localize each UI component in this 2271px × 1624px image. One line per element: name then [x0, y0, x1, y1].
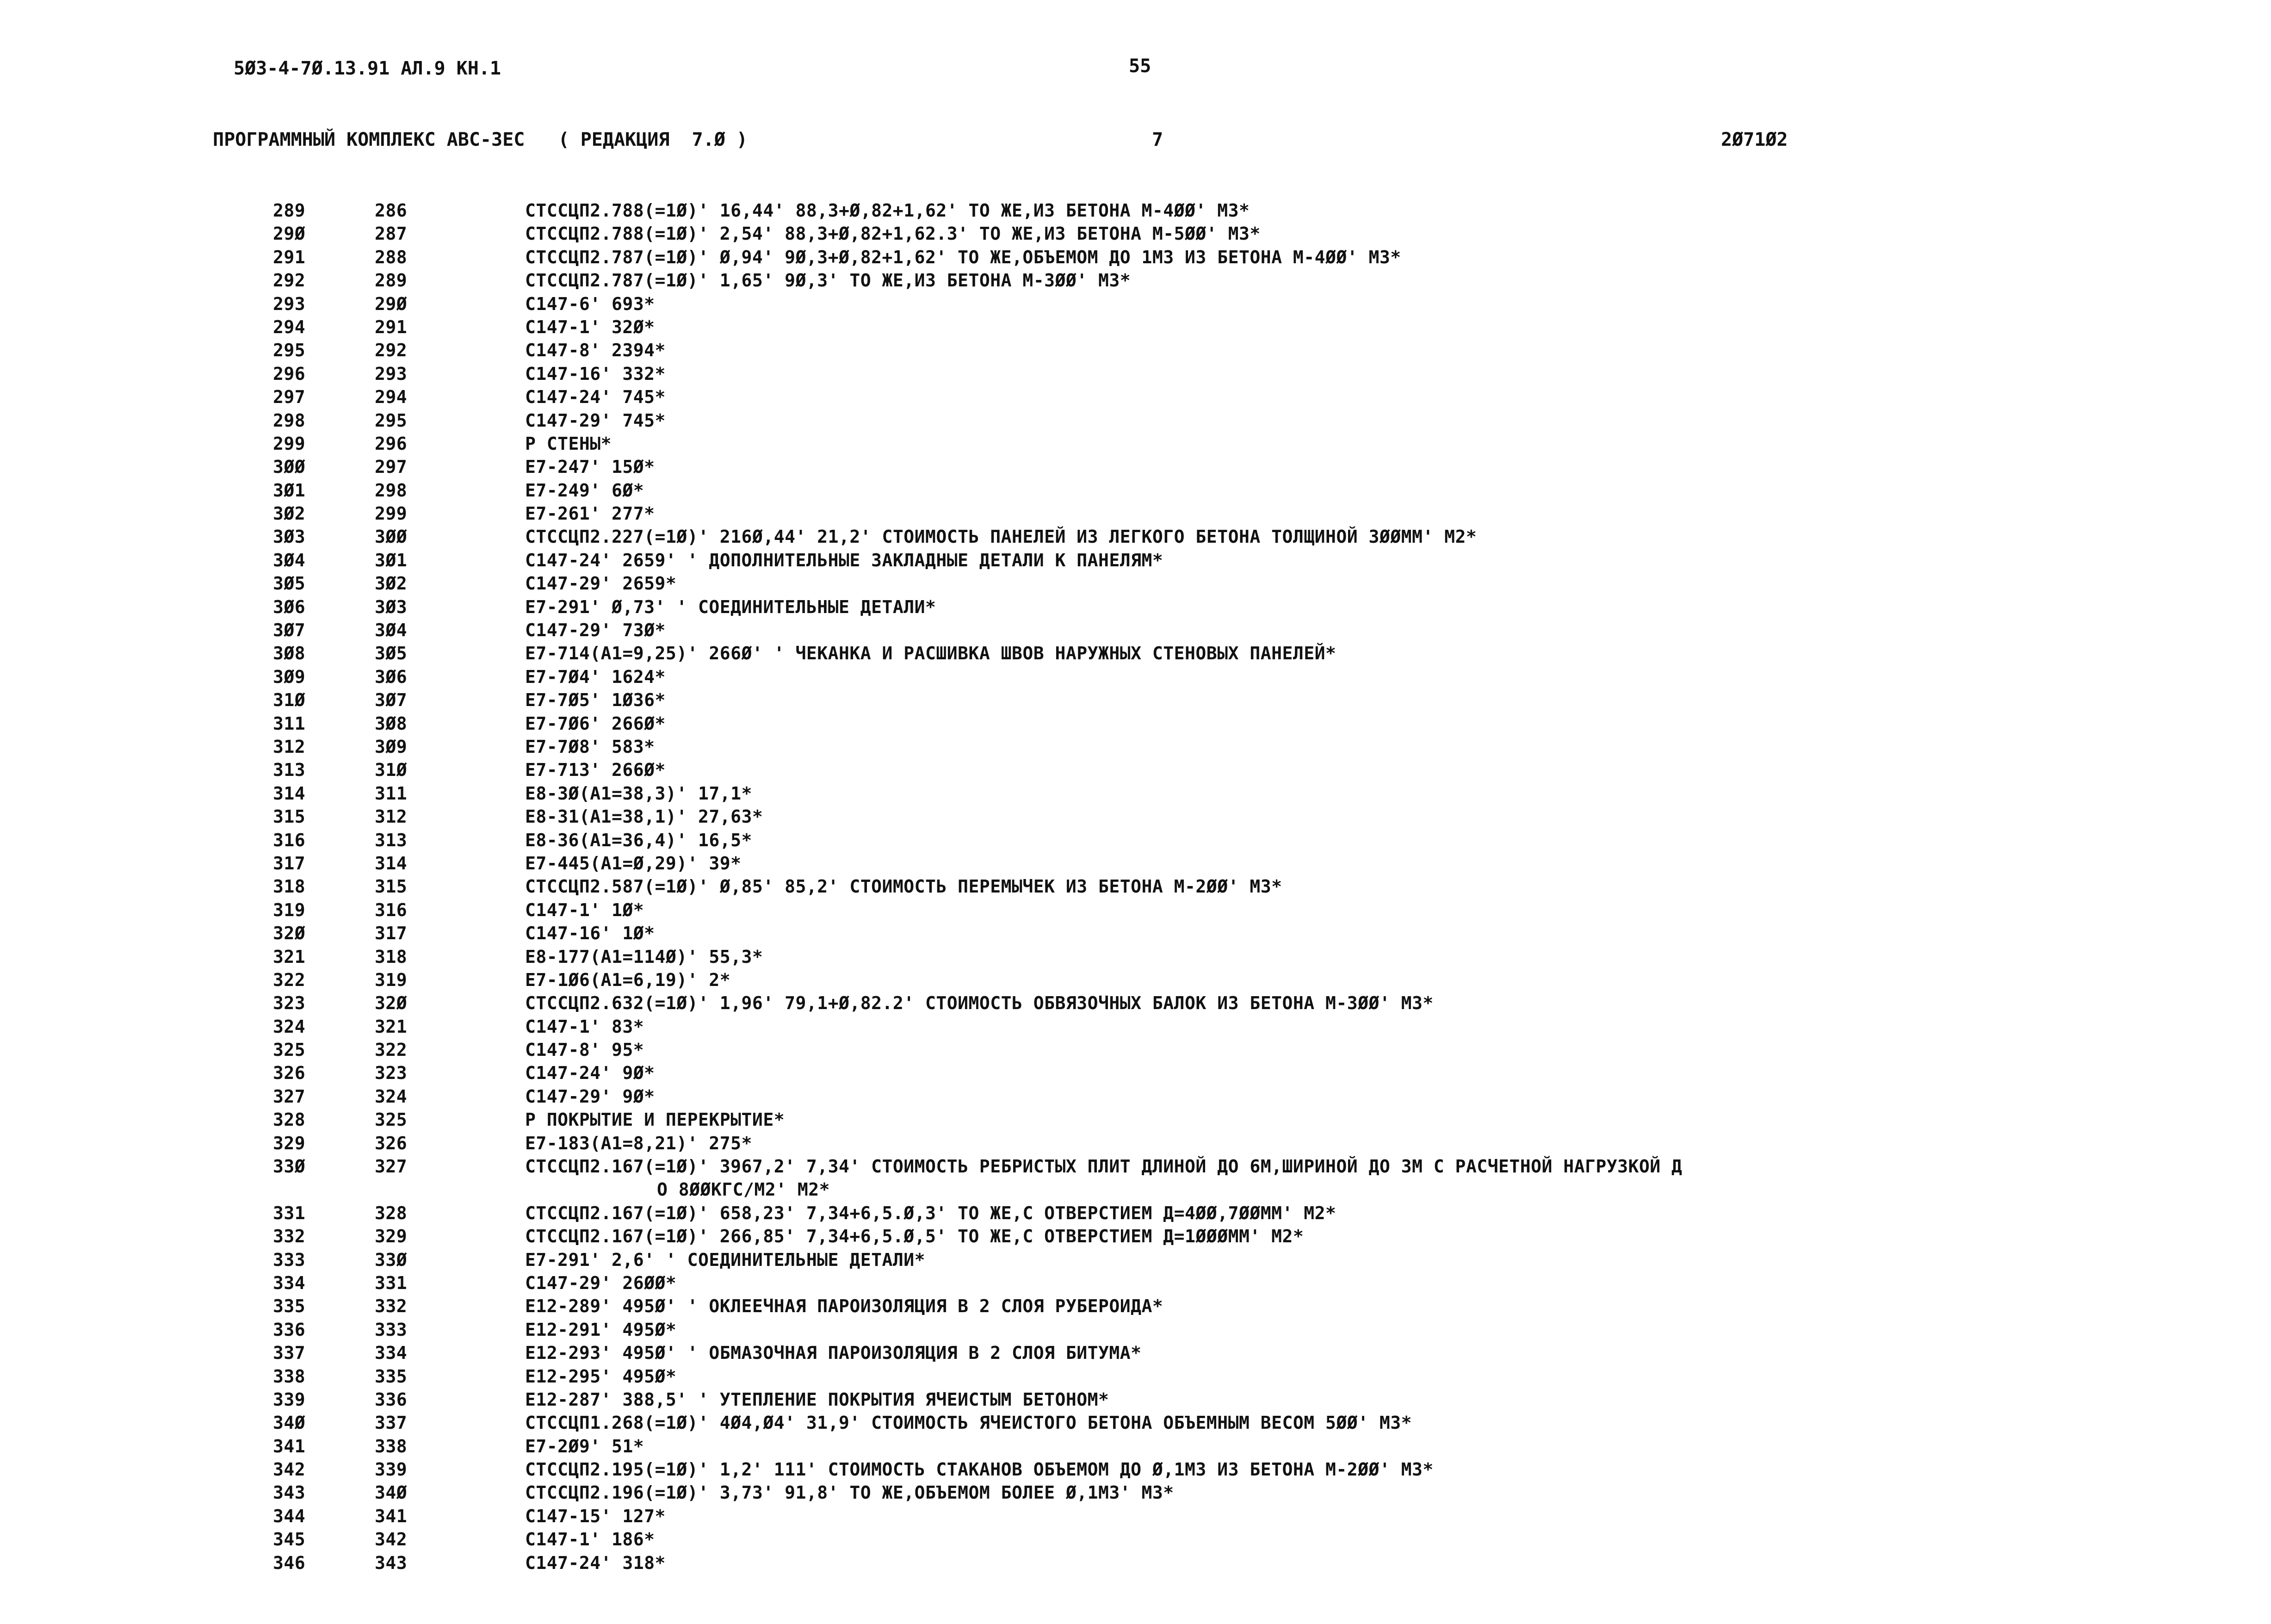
item-text: Е8-36(А1=36,4)' 16,5*: [525, 830, 752, 850]
listing-row: [0, 712, 2271, 735]
item-text: Е8-177(А1=114Ø)' 55,3*: [525, 946, 763, 967]
listing-row: [0, 1038, 2271, 1061]
listing-row: [0, 968, 2271, 992]
listing-row: [0, 222, 2271, 245]
item-number: 334: [375, 1343, 408, 1364]
listing-row: [0, 1132, 2271, 1155]
listing-row: [0, 269, 2271, 292]
line-number: 3Ø7: [273, 620, 306, 641]
item-text: С147-6' 693*: [525, 293, 655, 314]
line-number: 3Ø3: [273, 527, 306, 547]
listing-row: [0, 292, 2271, 316]
item-number: 315: [375, 876, 408, 897]
item-number: 338: [375, 1436, 408, 1457]
line-number: 3Ø4: [273, 550, 306, 570]
line-number: 336: [273, 1319, 306, 1340]
item-text: Е7-7Ø4' 1624*: [525, 666, 666, 687]
listing-row: [0, 502, 2271, 525]
item-text: Е7-291' Ø,73' ' СОЕДИНИТЕЛЬНЫЕ ДЕТАЛИ*: [525, 596, 936, 617]
listing-row: [0, 595, 2271, 619]
listing-row: [0, 1341, 2271, 1364]
line-number: 292: [273, 270, 306, 291]
line-number: 318: [273, 876, 306, 897]
line-number: 312: [273, 736, 306, 757]
listing-row: [0, 572, 2271, 595]
line-number: 3Ø1: [273, 480, 306, 501]
item-text: Е8-3Ø(А1=38,3)' 17,1*: [525, 783, 752, 804]
item-text: С147-24' 9Ø*: [525, 1063, 655, 1084]
listing-row: [0, 1085, 2271, 1108]
item-number: 3Ø7: [375, 690, 408, 711]
line-number: 295: [273, 340, 306, 361]
line-number: 3Ø5: [273, 573, 306, 594]
listing-row: [0, 199, 2271, 222]
item-text: СТССЦП2.167(=1Ø)' 658,23' 7,34+6,5.Ø,3' ТО ЖЕ,С ОТВЕРСТИЕМ Д=4ØØ,7ØØММ' М2*: [525, 1203, 1337, 1223]
line-number: 296: [273, 363, 306, 384]
item-text: СТССЦП2.632(=1Ø)' 1,96' 79,1+Ø,82.2' СТОИМОСТЬ ОБВЯЗОЧНЫХ БАЛОК ИЗ БЕТОНА М-3ØØ' М3*: [525, 993, 1434, 1014]
item-text: СТССЦП2.787(=1Ø)' 1,65' 9Ø,3' ТО ЖЕ,ИЗ БЕТОНА М-3ØØ' М3*: [525, 270, 1131, 291]
item-text: СТССЦП1.268(=1Ø)' 4Ø4,Ø4' 31,9' СТОИМОСТЬ ЯЧЕИСТОГО БЕТОНА ОБЪЕМНЫМ ВЕСОМ 5ØØ' М3*: [525, 1413, 1412, 1433]
item-number: 332: [375, 1296, 408, 1317]
line-number: 329: [273, 1133, 306, 1153]
item-number: 336: [375, 1389, 408, 1410]
listing-row: [0, 525, 2271, 548]
listing-row: [0, 829, 2271, 852]
listing-row: [0, 735, 2271, 758]
item-text: Е12-289' 495Ø' ' ОКЛЕЕЧНАЯ ПАРОИЗОЛЯЦИЯ В 2 СЛОЯ РУБЕРОИДА*: [525, 1296, 1163, 1317]
item-number: 316: [375, 899, 408, 920]
line-number: 342: [273, 1459, 306, 1480]
listing-row: [0, 1108, 2271, 1131]
listing-row: [0, 316, 2271, 339]
line-number: 345: [273, 1529, 306, 1550]
item-text: Е12-293' 495Ø' ' ОБМАЗОЧНАЯ ПАРОИЗОЛЯЦИЯ В 2 СЛОЯ БИТУМА*: [525, 1343, 1142, 1364]
line-number: 344: [273, 1506, 306, 1526]
listing-row: [0, 642, 2271, 665]
item-number: 29Ø: [375, 293, 408, 314]
item-text: СТССЦП2.788(=1Ø)' 2,54' 88,3+Ø,82+1,62.3' ТО ЖЕ,ИЗ БЕТОНА М-5ØØ' М3*: [525, 223, 1261, 244]
item-number: 322: [375, 1040, 408, 1060]
listing-row: [0, 852, 2271, 875]
line-number: 321: [273, 946, 306, 967]
line-number: 337: [273, 1343, 306, 1364]
item-text: Е7-714(А1=9,25)' 266Ø' ' ЧЕКАНКА И РАСШИВКА ШВОВ НАРУЖНЫХ СТЕНОВЫХ ПАНЕЛЕЙ*: [525, 643, 1337, 664]
item-text: Р СТЕНЫ*: [525, 433, 612, 454]
line-number: 333: [273, 1249, 306, 1270]
item-number: 3Ø4: [375, 620, 408, 641]
listing-row: [0, 1295, 2271, 1318]
item-number: 3Ø6: [375, 666, 408, 687]
line-number: 322: [273, 969, 306, 990]
page-number: 55: [1129, 56, 1151, 77]
item-number: 324: [375, 1086, 408, 1107]
item-text: СТССЦП2.196(=1Ø)' 3,73' 91,8' ТО ЖЕ,ОБЪЕМОМ БОЛЕЕ Ø,1М3' М3*: [525, 1482, 1174, 1503]
listing-row: [0, 1481, 2271, 1504]
item-number: 311: [375, 783, 408, 804]
item-text: СТССЦП2.167(=1Ø)' 266,85' 7,34+6,5.Ø,5' ТО ЖЕ,С ОТВЕРСТИЕМ Д=1ØØØММ' М2*: [525, 1226, 1304, 1247]
line-number: 346: [273, 1552, 306, 1573]
item-text: Е7-249' 6Ø*: [525, 480, 644, 501]
listing-row: [0, 1271, 2271, 1295]
listing-row: [0, 549, 2271, 572]
item-text: С147-1' 186*: [525, 1529, 655, 1550]
listing-row: [0, 1388, 2271, 1411]
item-number: 31Ø: [375, 760, 408, 781]
listing-row: [0, 1061, 2271, 1085]
line-number: 325: [273, 1040, 306, 1060]
item-number: 3Ø8: [375, 713, 408, 734]
item-text: С147-16' 1Ø*: [525, 923, 655, 944]
item-text: С147-29' 26ØØ*: [525, 1272, 677, 1293]
listing-row: [0, 1505, 2271, 1528]
item-text: С147-1' 32Ø*: [525, 316, 655, 337]
item-text: Е12-291' 495Ø*: [525, 1319, 677, 1340]
listing-row: [0, 1365, 2271, 1388]
item-number: 323: [375, 1063, 408, 1084]
item-number: 3Ø1: [375, 550, 408, 570]
item-number: 295: [375, 410, 408, 431]
line-number: 32Ø: [273, 923, 306, 944]
item-text: С147-24' 318*: [525, 1552, 666, 1573]
item-text: Е7-7Ø8' 583*: [525, 736, 655, 757]
item-number: 326: [375, 1133, 408, 1153]
item-number: 342: [375, 1529, 408, 1550]
listing-row: [0, 1411, 2271, 1434]
item-number: 313: [375, 830, 408, 850]
listing-row: [0, 922, 2271, 945]
line-number: 338: [273, 1366, 306, 1387]
listing-row: [0, 409, 2271, 432]
line-number: 339: [273, 1389, 306, 1410]
item-number: 289: [375, 270, 408, 291]
item-text: СТССЦП2.227(=1Ø)' 216Ø,44' 21,2' СТОИМОСТЬ ПАНЕЛЕЙ ИЗ ЛЕГКОГО БЕТОНА ТОЛЩИНОЙ 3ØØММ' М2*: [525, 527, 1477, 547]
item-number: 291: [375, 316, 408, 337]
item-number: 319: [375, 969, 408, 990]
line-number: 3Ø9: [273, 666, 306, 687]
listing-row: [0, 1225, 2271, 1248]
item-number: 314: [375, 853, 408, 874]
line-number: 317: [273, 853, 306, 874]
listing-row: [0, 385, 2271, 409]
line-number: 326: [273, 1063, 306, 1084]
item-number: 299: [375, 503, 408, 524]
line-number: 316: [273, 830, 306, 850]
line-number: 311: [273, 713, 306, 734]
item-number: 294: [375, 387, 408, 408]
listing-row: [0, 805, 2271, 828]
item-text: Е7-2Ø9' 51*: [525, 1436, 644, 1457]
item-text: СТССЦП2.587(=1Ø)' Ø,85' 85,2' СТОИМОСТЬ ПЕРЕМЫЧЕК ИЗ БЕТОНА М-2ØØ' М3*: [525, 876, 1282, 897]
item-number: 321: [375, 1016, 408, 1037]
item-number: 331: [375, 1272, 408, 1293]
line-number: 334: [273, 1272, 306, 1293]
item-number: 298: [375, 480, 408, 501]
item-number: 287: [375, 223, 408, 244]
listing-row: [0, 479, 2271, 502]
item-text: С147-29' 745*: [525, 410, 666, 431]
line-number: 29Ø: [273, 223, 306, 244]
estimate-listing: [0, 199, 2271, 1574]
line-number: 3Ø8: [273, 643, 306, 664]
item-text: Е7-1Ø6(А1=6,19)' 2*: [525, 969, 731, 990]
item-text: С147-8' 2394*: [525, 340, 666, 361]
item-number: 328: [375, 1203, 408, 1223]
line-number: 323: [273, 993, 306, 1014]
item-number: 293: [375, 363, 408, 384]
item-number: 337: [375, 1413, 408, 1433]
listing-row: [0, 455, 2271, 478]
item-text: СТССЦП2.787(=1Ø)' Ø,94' 9Ø,3+Ø,82+1,62' ТО ЖЕ,ОБЪЕМОМ ДО 1М3 ИЗ БЕТОНА М-4ØØ' М3*: [525, 247, 1401, 267]
program-name: ПРОГРАММНЫЙ КОМПЛЕКС АВС-3ЕС ( РЕДАКЦИЯ 7.Ø ): [213, 129, 748, 150]
item-text: Р ПОКРЫТИЕ И ПЕРЕКРЫТИЕ*: [525, 1110, 785, 1130]
item-number: 312: [375, 806, 408, 827]
item-text: Е12-295' 495Ø*: [525, 1366, 677, 1387]
listing-row: [0, 246, 2271, 269]
item-number: 327: [375, 1156, 408, 1177]
listing-row: [0, 1248, 2271, 1271]
line-number: 327: [273, 1086, 306, 1107]
line-number: 297: [273, 387, 306, 408]
line-number: 299: [273, 433, 306, 454]
item-number: 286: [375, 200, 408, 221]
item-number: 329: [375, 1226, 408, 1247]
item-text: С147-15' 127*: [525, 1506, 666, 1526]
item-number: 34Ø: [375, 1482, 408, 1503]
item-text: Е7-261' 277*: [525, 503, 655, 524]
listing-row: [0, 1155, 2271, 1178]
item-number: 297: [375, 457, 408, 477]
item-text: СТССЦП2.167(=1Ø)' 3967,2' 7,34' СТОИМОСТЬ РЕБРИСТЫХ ПЛИТ ДЛИНОЙ ДО 6М,ШИРИНОЙ ДО 3М С РАСЧЕТНОЙ НАГРУЗКОЙ Д: [525, 1156, 1683, 1177]
item-text: Е12-287' 388,5' ' УТЕПЛЕНИЕ ПОКРЫТИЯ ЯЧЕИСТЫМ БЕТОНОМ*: [525, 1389, 1109, 1410]
listing-row: [0, 782, 2271, 805]
item-number: 341: [375, 1506, 408, 1526]
item-number: 3Ø2: [375, 573, 408, 594]
listing-row: [0, 362, 2271, 385]
item-number: 325: [375, 1110, 408, 1130]
line-number: 313: [273, 760, 306, 781]
item-number: 335: [375, 1366, 408, 1387]
line-number: 332: [273, 1226, 306, 1247]
item-number: 296: [375, 433, 408, 454]
item-number: 3Ø9: [375, 736, 408, 757]
item-text: Е7-291' 2,6' ' СОЕДИНИТЕЛЬНЫЕ ДЕТАЛИ*: [525, 1249, 925, 1270]
item-text: С147-1' 83*: [525, 1016, 644, 1037]
listing-row: [0, 1528, 2271, 1551]
item-number: 339: [375, 1459, 408, 1480]
listing-row: [0, 899, 2271, 922]
listing-row: [0, 619, 2271, 642]
line-number: 314: [273, 783, 306, 804]
listing-row: [0, 1202, 2271, 1225]
item-number: 317: [375, 923, 408, 944]
line-number: 31Ø: [273, 690, 306, 711]
item-text: С147-24' 2659' ' ДОПОЛНИТЕЛЬНЫЕ ЗАКЛАДНЫЕ ДЕТАЛИ К ПАНЕЛЯМ*: [525, 550, 1163, 570]
item-number: 3Ø5: [375, 643, 408, 664]
item-text: Е7-247' 15Ø*: [525, 457, 655, 477]
item-number: 288: [375, 247, 408, 267]
item-text: С147-29' 9Ø*: [525, 1086, 655, 1107]
line-number: 331: [273, 1203, 306, 1223]
item-number: 343: [375, 1552, 408, 1573]
listing-row: [0, 688, 2271, 712]
line-number: 3Ø2: [273, 503, 306, 524]
line-number: 324: [273, 1016, 306, 1037]
item-text: Е7-183(А1=8,21)' 275*: [525, 1133, 752, 1153]
item-text: Е7-7Ø6' 266Ø*: [525, 713, 666, 734]
listing-row: [0, 992, 2271, 1015]
item-number: 3ØØ: [375, 527, 408, 547]
form-number: 7: [1152, 129, 1163, 150]
item-text: С147-16' 332*: [525, 363, 666, 384]
item-number: 292: [375, 340, 408, 361]
line-number: 319: [273, 899, 306, 920]
item-number: 33Ø: [375, 1249, 408, 1270]
item-text: СТССЦП2.788(=1Ø)' 16,44' 88,3+Ø,82+1,62' ТО ЖЕ,ИЗ БЕТОНА М-4ØØ' М3*: [525, 200, 1250, 221]
listing-row: [0, 1435, 2271, 1458]
item-text: С147-29' 2659*: [525, 573, 677, 594]
item-text: Е8-31(А1=38,1)' 27,63*: [525, 806, 763, 827]
line-number: 328: [273, 1110, 306, 1130]
line-number: 33Ø: [273, 1156, 306, 1177]
listing-row: [0, 339, 2271, 362]
listing-row: [0, 432, 2271, 455]
item-number: 318: [375, 946, 408, 967]
line-number: 294: [273, 316, 306, 337]
item-text: С147-1' 1Ø*: [525, 899, 644, 920]
line-number: 343: [273, 1482, 306, 1503]
item-text: С147-8' 95*: [525, 1040, 644, 1060]
item-text: Е7-445(А1=Ø,29)' 39*: [525, 853, 742, 874]
line-number: 341: [273, 1436, 306, 1457]
listing-row: [0, 945, 2271, 968]
line-number: 34Ø: [273, 1413, 306, 1433]
listing-row: [0, 1318, 2271, 1341]
listing-row: [0, 875, 2271, 898]
line-number: 291: [273, 247, 306, 267]
line-number: 335: [273, 1296, 306, 1317]
line-number: 3ØØ: [273, 457, 306, 477]
item-text: О 8ØØКГС/М2' М2*: [657, 1179, 830, 1200]
line-number: 293: [273, 293, 306, 314]
run-id: 2Ø71Ø2: [1721, 129, 1788, 150]
line-number: 289: [273, 200, 306, 221]
item-number: 333: [375, 1319, 408, 1340]
listing-row: [0, 758, 2271, 781]
line-number: 298: [273, 410, 306, 431]
item-text: Е7-713' 266Ø*: [525, 760, 666, 781]
item-number: 3Ø3: [375, 596, 408, 617]
line-number: 315: [273, 806, 306, 827]
listing-row-continuation: [0, 1178, 2271, 1201]
item-text: СТССЦП2.195(=1Ø)' 1,2' 111' СТОИМОСТЬ СТАКАНОВ ОБЪЕМОМ ДО Ø,1М3 ИЗ БЕТОНА М-2ØØ' М3*: [525, 1459, 1434, 1480]
document-code: 5Ø3-4-7Ø.13.91 АЛ.9 КН.1: [234, 58, 501, 79]
item-text: С147-24' 745*: [525, 387, 666, 408]
item-number: 32Ø: [375, 993, 408, 1014]
listing-row: [0, 1551, 2271, 1574]
item-text: С147-29' 73Ø*: [525, 620, 666, 641]
listing-row: [0, 665, 2271, 688]
line-number: 3Ø6: [273, 596, 306, 617]
listing-row: [0, 1015, 2271, 1038]
listing-row: [0, 1458, 2271, 1481]
item-text: Е7-7Ø5' 1Ø36*: [525, 690, 666, 711]
